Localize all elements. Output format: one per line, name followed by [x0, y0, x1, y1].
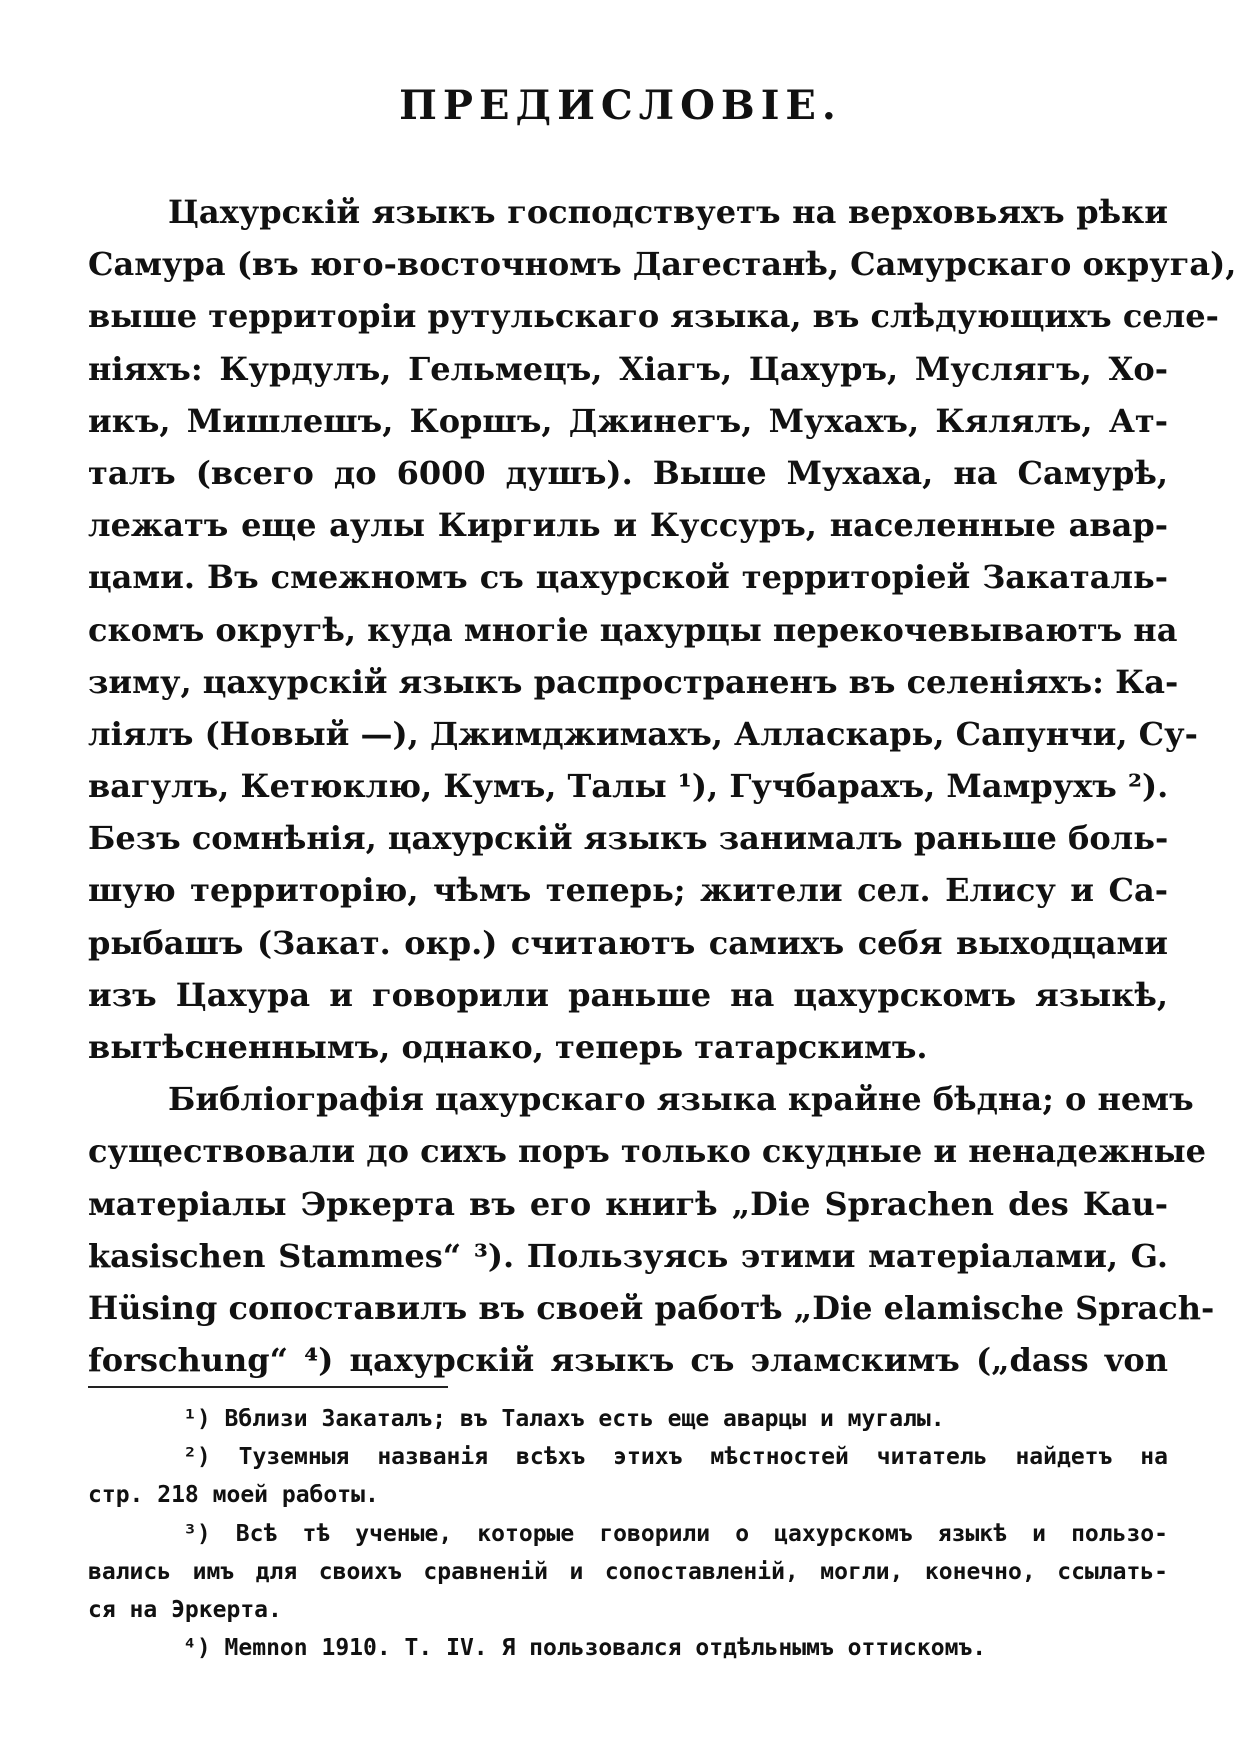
body-line: Цахурскій языкъ господствуетъ на верховьяхъ рѣки	[168, 193, 1168, 231]
footnote-line: стр. 218 моей работы.	[88, 1482, 379, 1509]
footnote-line: ¹) Вблизи Закаталъ; въ Талахъ есть еще аварцы и мугалы.	[183, 1406, 945, 1432]
footnote-line: ся на Эркерта.	[88, 1596, 282, 1623]
body-line: Самура (въ юго-восточномъ Дагестанѣ, Самурскаго округа),	[88, 245, 1237, 284]
body-line: ніяхъ: Курдулъ, Гельмецъ, Хіагъ, Цахуръ, Муслягъ, Хо-	[88, 349, 1168, 388]
body-line: зиму, цахурскій языкъ распространенъ въ селеніяхъ: Ка-	[88, 662, 1179, 701]
body-line: Hüsing сопоставилъ въ своей работѣ „Die elamische Sprach-	[88, 1288, 1215, 1327]
footnote-line: вались имъ для своихъ сравненій и сопоставленій, могли, конечно, ссылать-	[88, 1558, 1168, 1585]
footnote-line: ³) Всѣ тѣ ученые, которые говорили о цахурскомъ языкѣ и пользо-	[183, 1520, 1168, 1547]
footnote-divider	[88, 1386, 448, 1388]
footnotes	[88, 1400, 1168, 1667]
body-line: скомъ округѣ, куда многіе цахурцы перекочевываютъ на	[88, 610, 1178, 649]
preface-body	[88, 186, 1237, 1386]
body-line: вытѣсненнымъ, однако, теперь татарскимъ.	[88, 1028, 928, 1066]
body-line: шую территорію, чѣмъ теперь; жители сел. Елису и Са-	[88, 871, 1168, 910]
body-line: талъ (всего до 6000 душъ). Выше Мухаха, на Самурѣ,	[88, 453, 1168, 492]
body-line: матеріалы Эркерта въ его книгѣ „Die Sprachen des Kau-	[88, 1184, 1168, 1223]
body-line: лежатъ еще аулы Киргиль и Куссуръ, населенные авар-	[88, 506, 1168, 545]
body-line: рыбашъ (Закат. окр.) считаютъ самихъ себя выходцами	[88, 923, 1168, 962]
body-line: вагулъ, Кетюклю, Кумъ, Талы ¹), Гучбарахъ, Мамрухъ ²).	[88, 767, 1169, 806]
body-line: цами. Въ смежномъ съ цахурской территоріей Закаталь-	[88, 558, 1168, 597]
body-line: forschung“ ⁴) цахурскій языкъ съ эламскимъ („dass von	[88, 1341, 1168, 1380]
page-title: ПРЕДИСЛОВІЕ.	[399, 82, 842, 129]
body-line: ліялъ (Новый —), Джимджимахъ, Алласкарь, Сапунчи, Су-	[88, 714, 1198, 753]
body-line: выше территоріи рутульскаго языка, въ слѣдующихъ селе-	[88, 297, 1219, 336]
body-line: kasischen Stammes“ ³). Пользуясь этими матеріалами, G.	[88, 1236, 1168, 1275]
footnote-line: ²) Туземныя названія всѣхъ этихъ мѣстностей читатель найдетъ на	[183, 1444, 1168, 1471]
body-line: икъ, Мишлешъ, Коршъ, Джинегъ, Мухахъ, Кялялъ, Ат-	[88, 401, 1168, 440]
body-line: Библіографія цахурскаго языка крайне бѣдна; о немъ	[168, 1080, 1194, 1119]
body-line: изъ Цахура и говорили раньше на цахурскомъ языкѣ,	[88, 975, 1168, 1014]
footnote-line: ⁴) Memnon 1910. T. IV. Я пользовался отдѣльнымъ оттискомъ.	[183, 1635, 987, 1662]
body-line: существовали до сихъ поръ только скудные и ненадежные	[88, 1132, 1206, 1171]
body-line: Безъ сомнѣнія, цахурскій языкъ занималъ раньше боль-	[88, 819, 1169, 858]
